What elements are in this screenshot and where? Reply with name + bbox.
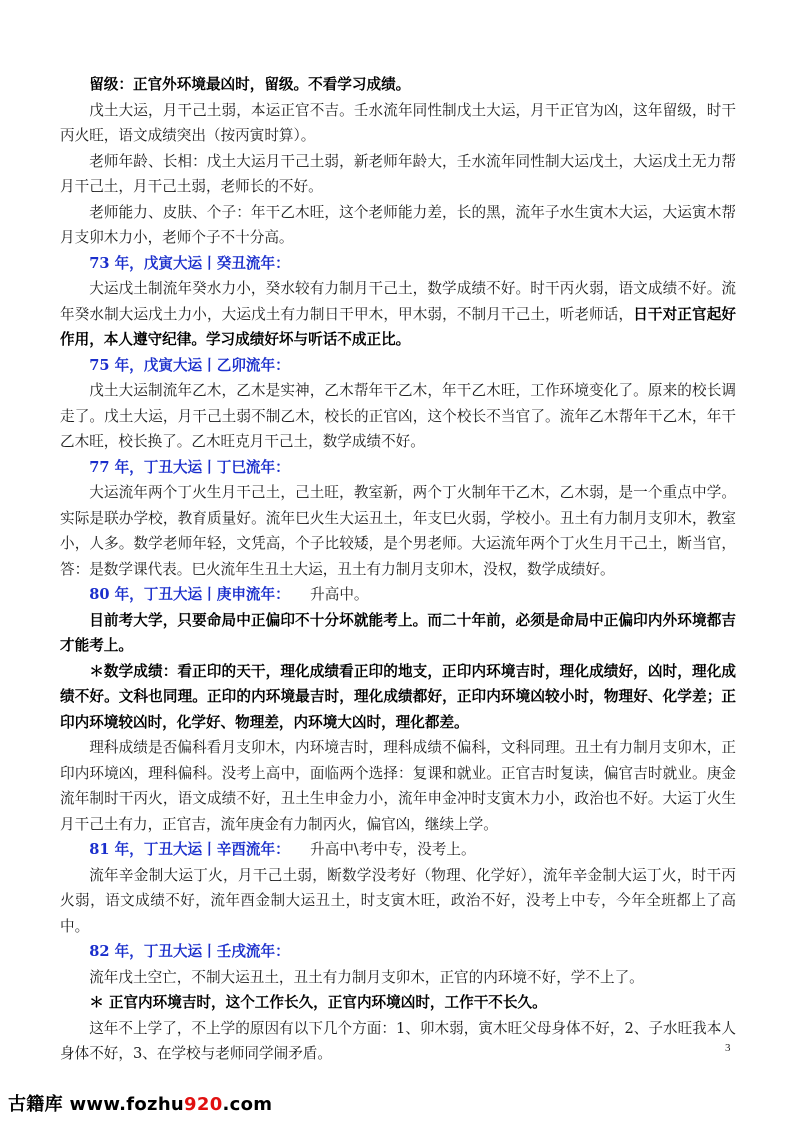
section-heading [60, 455, 736, 481]
body-paragraph: 老师年龄、长相：戊土大运月干己土弱，新老师年龄大，壬水流年同性制大运戊土，大运戊土无力帮月干己土，月干己土弱，老师长的不好。 [60, 152, 736, 195]
body-paragraph: 戊土大运，月干己土弱，本运正官不吉。壬水流年同性制戊土大运，月干正官为凶，这年留级，时干丙火旺，语文成绩突出（按丙寅时算）。 [60, 101, 736, 144]
heading-text: 81 年，丁丑大运丨辛酉流年： [89, 841, 290, 858]
body-paragraph: 大运流年两个丁火生月干己土，己土旺，教室新，两个丁火制年干乙木，乙木弱，是一个重点中学。实际是联办学校，教育质量好。流年巳火生大运丑土，年支巳火弱，学校小。丑土有力制月支卯木，教室小，人多。数学老师年轻，文凭高，个子比较矮，是个男老师。大运流年两个丁火生月干己土，断当官，答：是数学课代表。巳火流年生丑土大运，丑土有力制月支卯木，没权，数学成绩好。 [60, 484, 736, 578]
watermark-number: 920 [184, 1094, 223, 1115]
heading-text: 73 年，戊寅大运丨癸丑流年： [89, 254, 290, 272]
emphasis-paragraph: ＊ 正官内环境吉时，这个工作长久，正官内环境凶时，工作干不长久。 [89, 994, 547, 1011]
section-heading [60, 353, 736, 379]
document-body [60, 72, 736, 1067]
watermark-prefix: 古籍库 www.fozhu [8, 1094, 185, 1115]
section-heading [60, 251, 736, 277]
emphasis-paragraph: 目前考大学，只要命局中正偏印不十分坏就能考上。而二十年前，必须是命局中正偏印内外环境都吉才能考上。 [60, 611, 736, 654]
watermark-suffix: .com [222, 1094, 273, 1115]
body-paragraph: 老师能力、皮肤、个子：年干乙木旺，这个老师能力差，长的黑，流年子水生寅木大运，大运寅木帮月支卯木力小，老师个子不十分高。 [60, 203, 736, 246]
site-watermark [8, 1090, 272, 1116]
emphasis-text: 日干对正官起好作用，本人遵守纪律。学习成绩好坏与听话不成正比。 [60, 305, 736, 348]
body-paragraph [60, 276, 736, 353]
body-paragraph: 流年戊土空亡，不制大运丑土，丑土有力制月支卯木，正官的内环境不好，学不上了。 [89, 968, 644, 986]
body-paragraph: 戊土大运制流年乙木，乙木是实神，乙木帮年干乙木，年干乙木旺，工作环境变化了。原来的校长调走了。戊土大运，月干己土弱不制乙木，校长的正官凶，这个校长不当官了。流年乙木帮年干乙木，年干乙木旺，校长换了。乙木旺克月干己土，数学成绩不好。 [60, 382, 736, 450]
section-heading [60, 837, 736, 863]
body-paragraph: 流年辛金制大运丁火，月干己土弱，断数学没考好（物理、化学好），流年辛金制大运丁火，时干丙火弱，语文成绩不好，流年酉金制大运丑土，时支寅木旺，政治不好，没考上中专，今年全班都上了高中。 [60, 866, 736, 935]
page-number: 3 [725, 1042, 731, 1054]
heading-text: 77 年，丁丑大运丨丁巳流年： [89, 458, 290, 476]
body-paragraph: 理科成绩是否偏科看月支卯木，内环境吉时，理科成绩不偏科，文科同理。丑土有力制月支卯木，正印内环境凶，理科偏科。没考上高中，面临两个选择：复课和就业。正官吉时复读，偏官吉时就业。庚金流年制时干丙火，语文成绩不好，丑土生申金力小，流年申金冲时支寅木力小，政治也不好。大运丁火生月干己土有力，正官吉，流年庚金有力制丙火，偏官凶，继续上学。 [60, 739, 736, 833]
section-heading [60, 939, 736, 965]
section-heading [60, 582, 736, 608]
heading-text: 75 年，戊寅大运丨乙卯流年： [89, 356, 290, 374]
heading-note: 升高中\考中专，没考上。 [310, 841, 476, 858]
paragraph-text: 大运戊土制流年癸水力小，癸水较有力制月干己土，数学成绩不好。时干丙火弱，语文成绩不好。流年癸水制大运戊土力小，大运戊土有力制日干甲木，甲木弱，不制月干己土，听老师话， [60, 280, 736, 323]
body-paragraph: 这年不上学了，不上学的原因有以下几个方面：1、卯木弱，寅木旺父母身体不好，2、子水旺我本人身体不好，3、在学校与老师同学闹矛盾。 [60, 1019, 736, 1062]
heading-text: 82 年，丁丑大运丨壬戌流年： [89, 943, 290, 960]
emphasis-paragraph: 留级：正官外环境最凶时，留级。不看学习成绩。 [89, 76, 411, 93]
heading-text: 80 年，丁丑大运丨庚申流年： [89, 586, 290, 603]
emphasis-paragraph: ＊数学成绩：看正印的天干，理化成绩看正印的地支，正印内环境吉时，理化成绩好，凶时，理化成绩不好。文科也同理。正印的内环境最吉时，理化成绩都好，正印内环境凶较小时，物理好、化学差；正印内环境较凶时，化学好、物理差，内环境大凶时，理化都差。 [60, 662, 736, 731]
heading-note: 升高中。 [310, 586, 369, 603]
